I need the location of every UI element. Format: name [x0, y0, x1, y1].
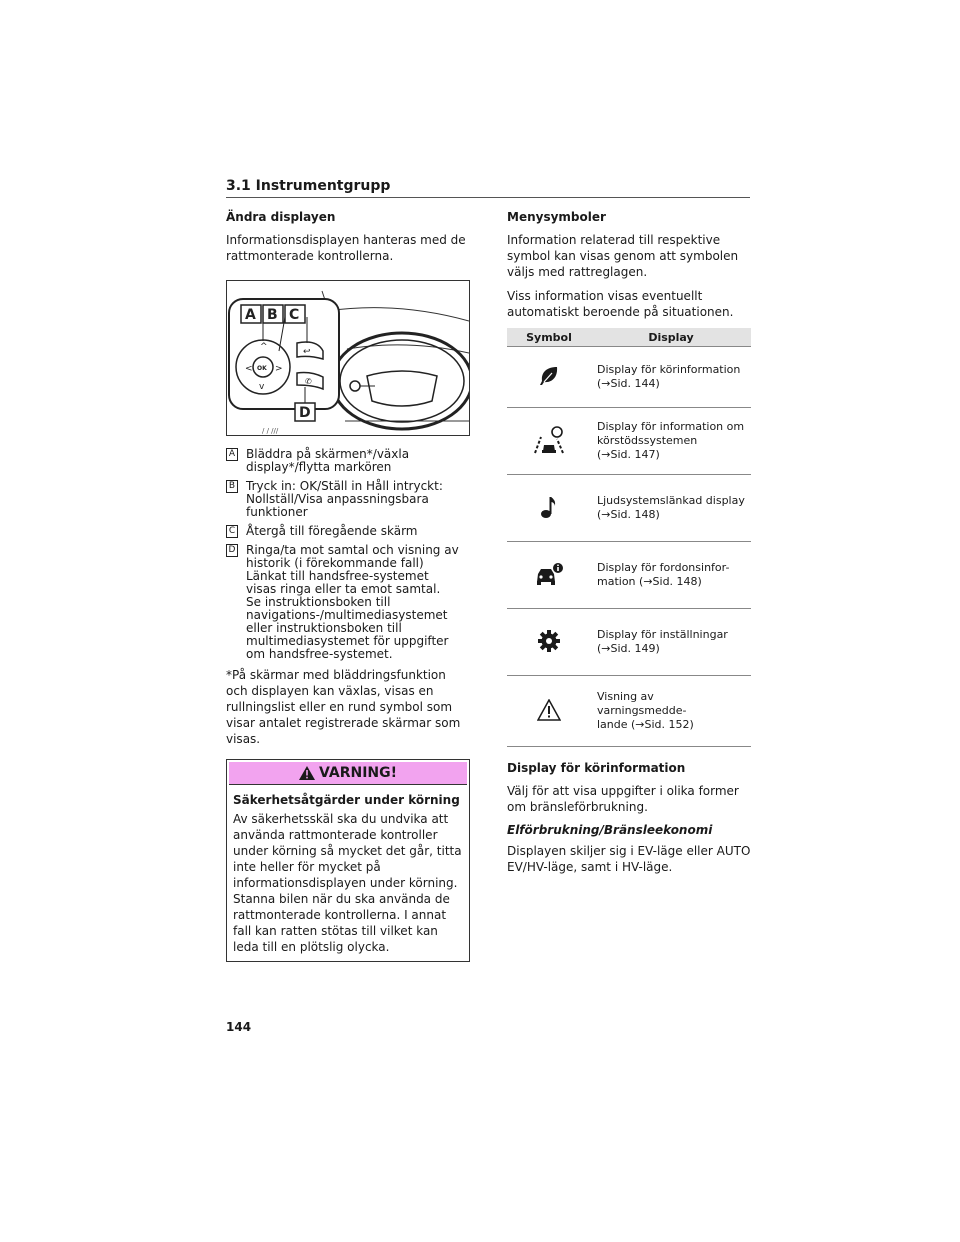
steering-controls-illustration [226, 280, 470, 436]
svg-text:/ / ///: / / /// [262, 427, 279, 435]
table-row [507, 676, 751, 747]
warning-header [229, 762, 467, 785]
svg-text:B: B [267, 307, 278, 323]
page-number: 144 [226, 1020, 252, 1034]
warning-body [227, 785, 469, 961]
right-intro-1: Information relaterad till respektive symbol kan visas genom att symbolen väljs med rattreglagen. [507, 233, 739, 279]
left-title: Ändra displayen [226, 210, 336, 224]
legend-key: C [226, 525, 238, 538]
warning-box [226, 759, 470, 962]
svg-text:<: < [245, 364, 253, 374]
driving-assist-icon [531, 425, 567, 455]
svg-text:C: C [289, 307, 300, 323]
svg-text:>: > [275, 364, 283, 374]
warning-label: VARNING! [318, 765, 398, 781]
svg-text:OK: OK [257, 365, 267, 372]
legend-item [226, 480, 470, 519]
legend-item [226, 525, 470, 538]
music-note-icon [540, 495, 558, 519]
svg-text:A: A [245, 307, 256, 323]
table-cell-display: Display för inställningar (→Sid. 149) [591, 609, 751, 676]
svg-text:↩: ↩ [303, 347, 311, 357]
right-intro-2: Viss information visas eventuellt automatiskt beroende på situationen. [507, 289, 734, 319]
gear-icon [538, 630, 560, 652]
subtext: Displayen skiljer sig i EV-läge eller AUTO EV/HV-läge, samt i HV-läge. [507, 844, 751, 874]
table-row [507, 475, 751, 542]
table-row [507, 609, 751, 676]
leaf-icon [538, 365, 560, 387]
table-row [507, 347, 751, 408]
legend-item [226, 448, 470, 474]
legend-text: Tryck in: OK/Ställ in Håll intryckt: Nollställ/Visa anpassningsbara funktioner [246, 479, 443, 519]
left-intro: Informationsdisplayen hanteras med de rattmonterade kontrollerna. [226, 233, 466, 263]
legend-item [226, 544, 470, 661]
section-header: 3.1 Instrumentgrupp [226, 178, 750, 198]
legend-key: B [226, 480, 238, 493]
svg-text:D: D [299, 405, 311, 421]
steering-wheel-drawing [227, 281, 469, 435]
legend-text: Bläddra på skärmen*/växla display*/flytta markören [246, 447, 410, 474]
subheading: Elförbrukning/Bränsleekonomi [507, 823, 713, 837]
section2-text: Välj för att visa uppgifter i olika former om bränsleförbrukning. [507, 784, 739, 814]
table-cell-display: Display för information om körstödssystemen (→Sid. 147) [591, 408, 751, 475]
svg-text:^: ^ [260, 342, 268, 352]
warning-icon [299, 766, 315, 780]
section2-title: Display för körinformation [507, 761, 686, 775]
table-header-symbol: Symbol [507, 328, 591, 347]
legend-text: Återgå till föregående skärm [246, 524, 418, 538]
legend-key: D [226, 544, 238, 557]
table-row [507, 408, 751, 475]
table-header-display: Display [591, 328, 751, 347]
menu-symbol-table [507, 328, 751, 747]
svg-text:✆: ✆ [305, 377, 312, 386]
table-cell-display: Ljudsystemslänkad display (→Sid. 148) [591, 475, 751, 542]
table-cell-display: Display för fordonsinfor- mation (→Sid. 148) [591, 542, 751, 609]
footnote: *På skärmar med bläddringsfunktion och displayen kan växlas, visas en rullningslist eller en rund symbol som visar antalet registrerade skärmar som visas. [226, 668, 461, 746]
table-cell-display: Display för körinformation (→Sid. 144) [591, 347, 751, 408]
control-legend [226, 448, 470, 661]
vehicle-info-icon [534, 562, 564, 586]
warning-title: Säkerhetsåtgärder under körning [233, 793, 460, 807]
table-row [507, 542, 751, 609]
warning-text: Av säkerhetsskäl ska du undvika att använda rattmonterade kontroller under körning så mycket det går, titta inte heller för mycket på informationsdisplayen under körning. Stanna bilen när du ska använda de rattmonterade kontrollerna. I annat fall kan ratten stötas till vilket kan leda till en plötslig olycka. [233, 812, 462, 954]
warning-triangle-icon [537, 699, 561, 721]
right-column [507, 210, 751, 883]
table-cell-display: Visning av varningsmedde- lande (→Sid. 152) [591, 676, 751, 747]
legend-text: Ringa/ta mot samtal och visning av historik (i förekommande fall) Länkat till handsfree-systemet visas ringa eller ta emot samtal. Se instruktionsboken till navigations-/multimediasystemet eller instruktionsboken till multimediasystemet för uppgifter om handsfree-systemet. [246, 543, 459, 661]
left-column [226, 210, 470, 962]
right-title: Menysymboler [507, 210, 606, 224]
svg-text:v: v [259, 382, 265, 392]
legend-key: A [226, 448, 238, 461]
